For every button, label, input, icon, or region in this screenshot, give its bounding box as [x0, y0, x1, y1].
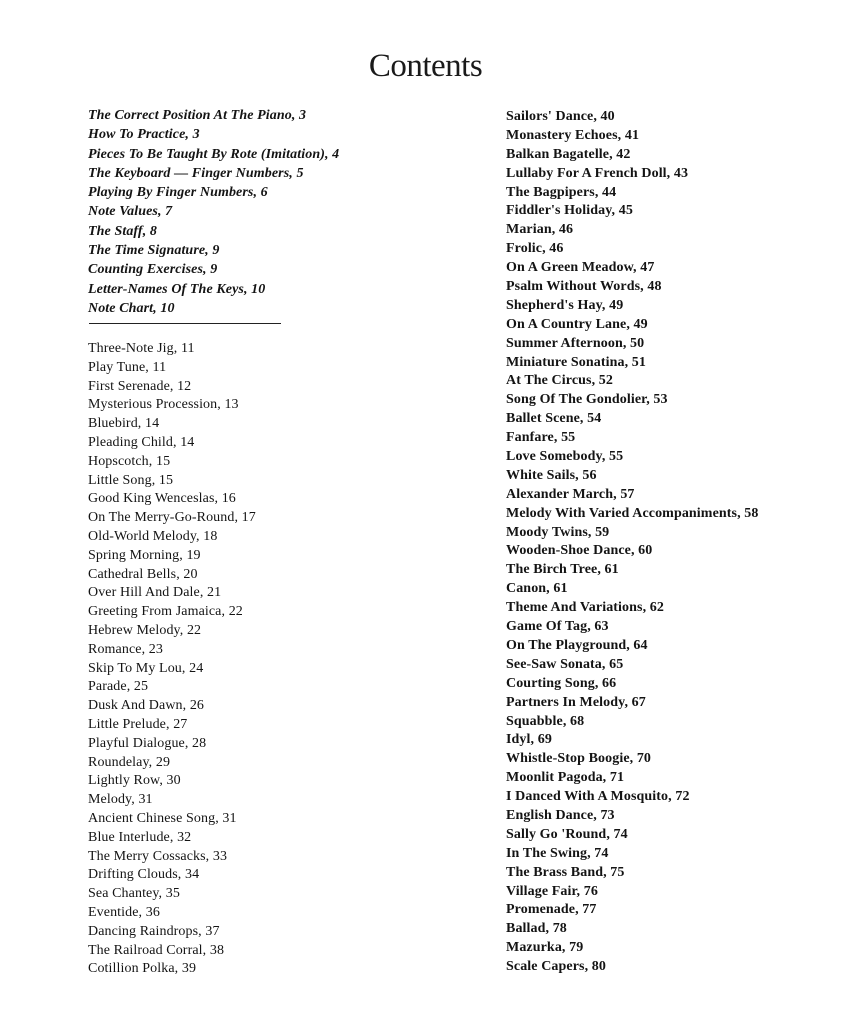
contents-entry: Melody With Varied Accompaniments, 58: [506, 505, 759, 521]
contents-entry: Theme And Variations, 62: [506, 600, 664, 616]
contents-entry: On A Country Lane, 49: [506, 316, 648, 332]
contents-entry: I Danced With A Mosquito, 72: [506, 789, 690, 805]
contents-entry: English Dance, 73: [506, 807, 615, 823]
contents-entry: The Bagpipers, 44: [506, 184, 617, 200]
contents-entry: Psalm Without Words, 48: [506, 279, 662, 295]
contents-entry: Playing By Finger Numbers, 6: [88, 185, 268, 201]
contents-entry: Note Values, 7: [88, 204, 173, 220]
contents-entry: Good King Wenceslas, 16: [88, 491, 236, 507]
contents-entry: Ballet Scene, 54: [506, 411, 602, 427]
contents-entry: First Serenade, 12: [88, 378, 192, 394]
contents-entry: Dusk And Dawn, 26: [88, 698, 205, 714]
contents-entry: Mazurka, 79: [506, 940, 584, 956]
contents-entry: Pleading Child, 14: [88, 434, 195, 450]
contents-entry: Ancient Chinese Song, 31: [88, 810, 237, 826]
contents-entry: Marian, 46: [506, 222, 574, 238]
intro-contents-list: [88, 106, 339, 318]
contents-entry: Cotillion Polka, 39: [88, 961, 197, 977]
contents-entry: Melody, 31: [88, 792, 153, 808]
contents-entry: Frolic, 46: [506, 241, 564, 257]
contents-entry: Canon, 61: [506, 581, 568, 597]
contents-entry: Village Fair, 76: [506, 883, 598, 899]
contents-entry: See-Saw Sonata, 65: [506, 656, 624, 672]
contents-entry: Little Prelude, 27: [88, 716, 188, 732]
contents-entry: Play Tune, 11: [88, 359, 167, 375]
contents-entry: Moonlit Pagoda, 71: [506, 770, 625, 786]
contents-entry: Scale Capers, 80: [506, 959, 606, 975]
contents-entry: The Brass Band, 75: [506, 864, 625, 880]
contents-entry: Cathedral Bells, 20: [88, 566, 198, 582]
contents-entry: The Keyboard — Finger Numbers, 5: [88, 165, 304, 181]
contents-entry: In The Swing, 74: [506, 845, 609, 861]
contents-entry: On The Playground, 64: [506, 637, 648, 653]
contents-entry: Whistle-Stop Boogie, 70: [506, 751, 652, 767]
contents-entry: Hebrew Melody, 22: [88, 622, 202, 638]
contents-entry: Ballad, 78: [506, 921, 567, 937]
contents-entry: Dancing Raindrops, 37: [88, 923, 220, 939]
section-divider: [89, 323, 281, 324]
contents-entry: Drifting Clouds, 34: [88, 867, 200, 883]
pieces-list-right: [506, 108, 758, 977]
contents-entry: The Merry Cossacks, 33: [88, 848, 228, 864]
pieces-list-left: [88, 340, 256, 979]
contents-entry: Alexander March, 57: [506, 486, 635, 502]
contents-entry: Lightly Row, 30: [88, 773, 181, 789]
contents-entry: Blue Interlude, 32: [88, 829, 192, 845]
contents-entry: Mysterious Procession, 13: [88, 397, 239, 413]
contents-entry: Spring Morning, 19: [88, 547, 201, 563]
contents-entry: Monastery Echoes, 41: [506, 127, 640, 143]
contents-entry: Miniature Sonatina, 51: [506, 354, 647, 370]
contents-entry: Skip To My Lou, 24: [88, 660, 204, 676]
contents-entry: Three-Note Jig, 11: [88, 341, 195, 356]
contents-entry: Greeting From Jamaica, 22: [88, 604, 243, 620]
contents-entry: Note Chart, 10: [88, 300, 175, 316]
contents-entry: Wooden-Shoe Dance, 60: [506, 543, 653, 559]
contents-entry: The Birch Tree, 61: [506, 562, 619, 578]
contents-entry: Eventide, 36: [88, 904, 160, 920]
contents-entry: Counting Exercises, 9: [88, 262, 218, 278]
contents-entry: The Staff, 8: [88, 223, 157, 239]
contents-entry: Promenade, 77: [506, 902, 597, 918]
contents-entry: Fanfare, 55: [506, 430, 576, 446]
page-title: Contents: [368, 48, 483, 84]
contents-entry: Sailors' Dance, 40: [506, 109, 615, 124]
contents-entry: Sea Chantey, 35: [88, 886, 180, 902]
contents-entry: White Sails, 56: [506, 467, 597, 483]
contents-entry: The Railroad Corral, 38: [88, 942, 225, 958]
contents-entry: Summer Afternoon, 50: [506, 335, 645, 351]
contents-entry: Old-World Melody, 18: [88, 528, 218, 544]
contents-entry: On The Merry-Go-Round, 17: [88, 510, 256, 526]
contents-entry: The Time Signature, 9: [88, 243, 220, 259]
contents-entry: Little Song, 15: [88, 472, 174, 488]
contents-entry: On A Green Meadow, 47: [506, 260, 655, 276]
contents-entry: Letter-Names Of The Keys, 10: [88, 281, 266, 297]
contents-entry: Over Hill And Dale, 21: [88, 585, 222, 601]
contents-entry: At The Circus, 52: [506, 373, 613, 389]
contents-entry: Pieces To Be Taught By Rote (Imitation), 4: [88, 146, 340, 162]
contents-entry: Song Of The Gondolier, 53: [506, 392, 668, 408]
contents-entry: Hopscotch, 15: [88, 453, 171, 469]
contents-entry: Shepherd's Hay, 49: [506, 297, 624, 313]
contents-entry: Idyl, 69: [506, 732, 552, 748]
contents-entry: Lullaby For A French Doll, 43: [506, 165, 689, 181]
contents-entry: Parade, 25: [88, 679, 149, 695]
contents-entry: Romance, 23: [88, 641, 163, 657]
contents-entry: Moody Twins, 59: [506, 524, 610, 540]
contents-entry: How To Practice, 3: [88, 127, 200, 143]
contents-entry: Balkan Bagatelle, 42: [506, 146, 631, 162]
contents-entry: Playful Dialogue, 28: [88, 735, 207, 751]
contents-entry: Sally Go 'Round, 74: [506, 826, 628, 842]
contents-entry: Courting Song, 66: [506, 675, 617, 691]
contents-entry: Bluebird, 14: [88, 416, 160, 432]
contents-entry: Game Of Tag, 63: [506, 619, 609, 635]
contents-entry: Fiddler's Holiday, 45: [506, 203, 633, 219]
contents-entry: Squabble, 68: [506, 713, 585, 729]
contents-entry: The Correct Position At The Piano, 3: [88, 108, 307, 123]
contents-entry: Love Somebody, 55: [506, 449, 624, 465]
contents-entry: Partners In Melody, 67: [506, 694, 646, 710]
contents-entry: Roundelay, 29: [88, 754, 171, 770]
